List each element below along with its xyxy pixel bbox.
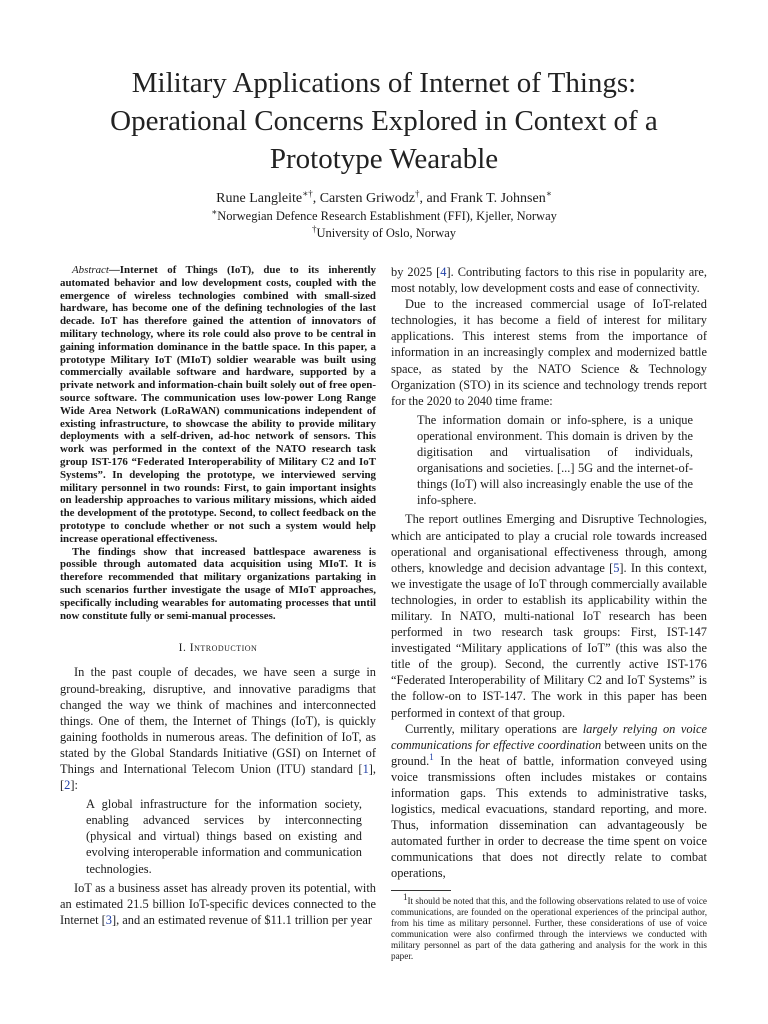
intro-text-1a: In the past couple of decades, we have seen a surge in ground-breaking, disruptive, and innovative paradigms that changed the way we think of machines and interconnected things. One of them, the Internet of Things (IoT), is quickly gaining footholds in numerous areas. The definition of IoT, as stated by the Global Standards Initiative (GSI) on Internet of Things and International Telecom Union (ITU) standard [ bbox=[60, 665, 376, 776]
intro-text-2a: IoT as a business asset has already proven its potential, with an estimated 21.5 billion IoT-specific devices connected to the Internet [ bbox=[60, 880, 376, 927]
itu-definition-quote: A global infrastructure for the information society, enabling advanced services by interconnecting (physical and virtual) things based on existing and evolving interoperable information and communication technologies. bbox=[86, 797, 362, 876]
left-column bbox=[60, 264, 376, 928]
citation-link-1[interactable]: 1 bbox=[362, 761, 369, 776]
title-line-1: Military Applications of Internet of Things: bbox=[131, 67, 637, 99]
title-line-3: Prototype Wearable bbox=[269, 143, 499, 175]
section-heading-introduction bbox=[60, 640, 376, 656]
right-paragraph-0 bbox=[391, 264, 707, 296]
emphasis-voice-communications: largely relying on voice communications for effective coordination bbox=[391, 721, 707, 752]
intro-text-1b: ], [ bbox=[60, 761, 376, 793]
footnote-text: It should be noted that this, and the following observations related to use of voice communications, are founded on the operational experiences of the principal author, from his time as military personnel. Further, these considerations of use of voice communication were also confirmed through the interviews we conducted with military personnel as part of the data gathering and analysis for the work in this paper. bbox=[391, 895, 707, 961]
title-line-2: Operational Concerns Explored in Context of a bbox=[110, 105, 658, 137]
citation-link-5[interactable]: 5 bbox=[613, 560, 620, 575]
intro-text-2b: ], and an estimated revenue of $11.1 trillion per year bbox=[111, 912, 372, 927]
intro-paragraph-2 bbox=[60, 880, 376, 928]
intro-paragraph-1 bbox=[60, 664, 376, 793]
author-list bbox=[40, 190, 728, 208]
citation-link-2[interactable]: 2 bbox=[64, 778, 71, 793]
abstract-label: Abstract bbox=[72, 264, 109, 276]
affiliation-1-text: Norwegian Defence Research Establishment (FFI), Kjeller, Norway bbox=[217, 209, 557, 223]
author-1-mark: ∗† bbox=[302, 188, 313, 199]
abstract-text-1: —Internet of Things (IoT), due to its inherently automated behavior and low development costs, coupled with the emergence of wireless technologies combined with small-sized hardware, has become one of the defining technologies of the last decade. IoT has therefore gained the attention of innovators of military technology, where its role could also prove to be central in gaining information dominance in the battle space. In this paper, a prototype Military IoT (MIoT) soldier wearable was built using commercially available software and hardware, supported by a private network and information-chain built solely out of free open-source software. The communication uses low-power Long Range Wide Area Network (LoRaWAN) communications independent of existing infrastructure, to showcase the ability to provide military deployments with a self-driven, ad-hoc network of sensors. This work was performed in the context of the NATO research task group IST-176 “Federated Interoperability of Military C2 and IoT Systems”. In developing the prototype, we interviewed serving military personnel in two rounds: First, to gain important insights on leadership approaches to various military missions, which aided the development of the prototype. Second, to collect feedback on the prototype to conclude whether or not such a system would help increase operational effectiveness. bbox=[60, 264, 376, 545]
author-2-mark: † bbox=[414, 188, 420, 199]
right-paragraph-1: Due to the increased commercial usage of IoT-related technologies, it has become a field of interest for military applications. This interest stems from the importance of information in an increasingly complex and modernized battle space, as stated by the NATO Science & Technology Organization (STO) in its science and technology trends report for the 2020 to 2040 time frame: bbox=[391, 297, 707, 408]
right-column bbox=[391, 264, 707, 962]
author-3: , and Frank T. Johnsen bbox=[419, 191, 546, 206]
right-text-3a: Currently, military operations are bbox=[405, 721, 583, 736]
footnote-mark: 1 bbox=[403, 891, 408, 902]
abstract-paragraph-1 bbox=[60, 264, 376, 546]
affiliation-2-mark: † bbox=[311, 223, 317, 234]
footnote-divider bbox=[391, 890, 451, 891]
section-numeral: I. bbox=[178, 642, 187, 655]
affiliation-2-text: University of Oslo, Norway bbox=[316, 226, 457, 240]
abstract-paragraph-2: The findings show that increased battlespace awareness is possible through automated data acquisition using MIoT. It is therefore recommended that military organizations partaking in such scenarios further investigate the usage of MIoT approaches, specifically including wearables for automating processes that until now constitute fully or semi-manual processes. bbox=[60, 545, 376, 622]
paper-title bbox=[40, 64, 728, 178]
right-text-0a: by 2025 [ bbox=[391, 265, 441, 279]
section-title: Introduction bbox=[189, 642, 258, 655]
citation-link-3[interactable]: 3 bbox=[105, 912, 112, 927]
affiliation-2 bbox=[40, 225, 728, 241]
author-1: Rune Langleite bbox=[216, 191, 303, 206]
right-paragraph-3 bbox=[391, 721, 707, 882]
intro-text-1c: ]: bbox=[70, 778, 78, 793]
right-text-2a: The report outlines Emerging and Disruptive Technologies, which are anticipated to play a crucial role towards increased operational and organisational effectiveness through, among others, knowledge and decision advantage [ bbox=[391, 512, 707, 575]
citation-link-4[interactable]: 4 bbox=[440, 265, 447, 279]
right-text-0b: ]. Contributing factors to this rise in popularity are, most notably, low development costs and ease of connectivity. bbox=[391, 265, 707, 296]
right-text-2b: ]. In this context, we investigate the usage of IoT through commercially available technologies, in order to establish its applicability within the military. In NATO, multi-national IoT research has been performed in two research task groups: First, IST-147 investigated “Military applications of IoT” (this was also the title of the group). Second, the currently active IST-176 “Federated Interoperability of Military C2 and IoT Systems” is the follow-on to IST-147. The work in this paper has been performed in context of that group. bbox=[391, 560, 707, 720]
author-2: , Carsten Griwodz bbox=[312, 191, 415, 206]
right-text-3c: In the heat of battle, information conveyed using voice transmissions often includes mistakes or contains information gaps. This extends to administrative tasks, logistics, medical evacuations, standard reporting, and more. Thus, information dissemination can advantageously be automated further in order to decrease the time spent on voice communications that does not directly relate to combat operations, bbox=[391, 753, 707, 881]
right-paragraph-2 bbox=[391, 511, 707, 720]
affiliation-1 bbox=[40, 208, 728, 224]
footnote-link-1[interactable]: 1 bbox=[429, 751, 434, 762]
affiliation-1-mark: ∗ bbox=[211, 206, 218, 217]
footnote-1 bbox=[391, 891, 707, 962]
right-text-3b: between units on the ground. bbox=[391, 737, 708, 768]
author-3-mark: ∗ bbox=[545, 188, 552, 199]
nato-sto-quote: The information domain or info-sphere, is a unique operational environment. This domain is driven by the digitisation and virtualisation of individuals, organisations and societies. [...] 5G and the internet-of-things (IoT) will also increasingly enable the use of the info-sphere. bbox=[417, 412, 693, 508]
